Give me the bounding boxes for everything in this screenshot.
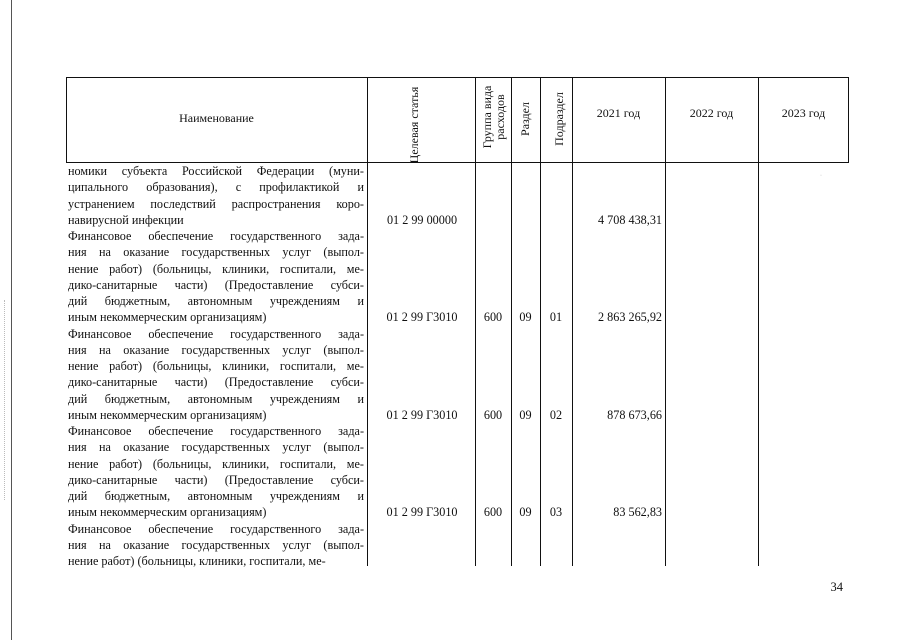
name-line: устранением последствий распространения коро- <box>68 196 364 211</box>
name-line: дико-санитарные части) (Предоставление субси- <box>68 375 364 390</box>
cell-group: 600 <box>483 310 503 325</box>
header-2023: 2023 год <box>781 106 826 120</box>
name-line: ципального образования), с профилактикой и <box>68 180 364 195</box>
cell-target: 01 2 99 Г3010 <box>386 407 458 422</box>
cell-section: 09 <box>519 310 532 325</box>
cell-section: 09 <box>519 407 532 422</box>
name-line: ния на оказание государственных услуг (выпол- <box>68 537 364 552</box>
name-line: Финансовое обеспечение государственного зада- <box>68 521 364 536</box>
col-sep-name <box>367 77 368 566</box>
cell-y2021: 878 673,66 <box>607 407 662 422</box>
name-line: ния на оказание государственных услуг (выпол- <box>68 440 364 455</box>
cell-group: 600 <box>483 407 503 422</box>
name-line: навирусной инфекции <box>68 212 184 227</box>
name-line: дий бюджетным, автономным учреждениям и <box>68 489 364 503</box>
name-line: иным некоммерческим организациям) <box>68 310 267 325</box>
name-line: дий бюджетным, автономным учреждениям и <box>68 294 364 308</box>
header-2022: 2022 год <box>689 106 734 120</box>
name-line: дико-санитарные части) (Предоставление субси- <box>68 277 364 292</box>
name-line: иным некоммерческим организациям) <box>68 505 267 520</box>
cell-y2021: 2 863 265,92 <box>598 310 662 325</box>
name-line: ния на оказание государственных услуг (выпол- <box>68 245 364 260</box>
table-row-name <box>68 228 364 326</box>
header-subsection: Подраздел <box>552 92 566 146</box>
budget-table <box>66 77 849 566</box>
name-line: Финансовое обеспечение государственного зада- <box>68 229 364 243</box>
cell-target: 01 2 99 Г3010 <box>386 310 458 325</box>
table-row-name <box>68 326 364 424</box>
header-2021: 2021 год <box>596 106 641 120</box>
header-target: Целевая статья <box>407 86 421 164</box>
scan-edge-dots <box>4 300 6 500</box>
col-sep-2022 <box>758 77 759 566</box>
cell-target: 01 2 99 Г3010 <box>386 505 458 520</box>
name-line: нение работ) (больницы, клиники, госпитали, ме- <box>68 456 364 471</box>
name-line: Финансовое обеспечение государственного зада- <box>68 326 364 341</box>
name-line: дико-санитарные части) (Предоставление субси- <box>68 472 364 487</box>
scan-speck: · <box>820 173 822 179</box>
cell-y2021: 4 708 438,31 <box>598 212 662 227</box>
page-number: 34 <box>830 580 843 594</box>
name-line: дий бюджетным, автономным учреждениям и <box>68 391 364 406</box>
cell-subsection: 02 <box>549 407 563 422</box>
name-line: нение работ) (больницы, клиники, госпитали, ме- <box>68 554 326 568</box>
cell-target: 01 2 99 00000 <box>386 212 458 227</box>
col-sep-2021 <box>665 77 666 566</box>
cell-group: 600 <box>483 505 503 520</box>
name-line: Финансовое обеспечение государственного зада- <box>68 424 364 438</box>
table-row-name <box>68 163 364 228</box>
name-line: ния на оказание государственных услуг (выпол- <box>68 342 364 357</box>
name-line: нение работ) (больницы, клиники, госпитали, ме- <box>68 261 364 276</box>
name-line: нение работ) (больницы, клиники, госпитали, ме- <box>68 359 364 373</box>
table-row-name <box>68 423 364 521</box>
header-name: Наименование <box>179 111 254 125</box>
cell-subsection: 01 <box>549 310 563 325</box>
table-row-name <box>68 521 364 570</box>
name-line: иным некоммерческим организациям) <box>68 407 267 422</box>
table-border-top <box>66 77 849 78</box>
header-expense-group: Группа вида расходов <box>480 85 507 149</box>
cell-section: 09 <box>519 505 532 520</box>
scan-edge-line <box>11 0 12 640</box>
name-column <box>68 163 364 569</box>
cell-subsection: 03 <box>549 505 563 520</box>
cell-y2021: 83 562,83 <box>613 505 662 520</box>
header-section: Раздел <box>518 102 532 136</box>
name-line: номики субъекта Российской Федерации (муни- <box>68 164 364 178</box>
